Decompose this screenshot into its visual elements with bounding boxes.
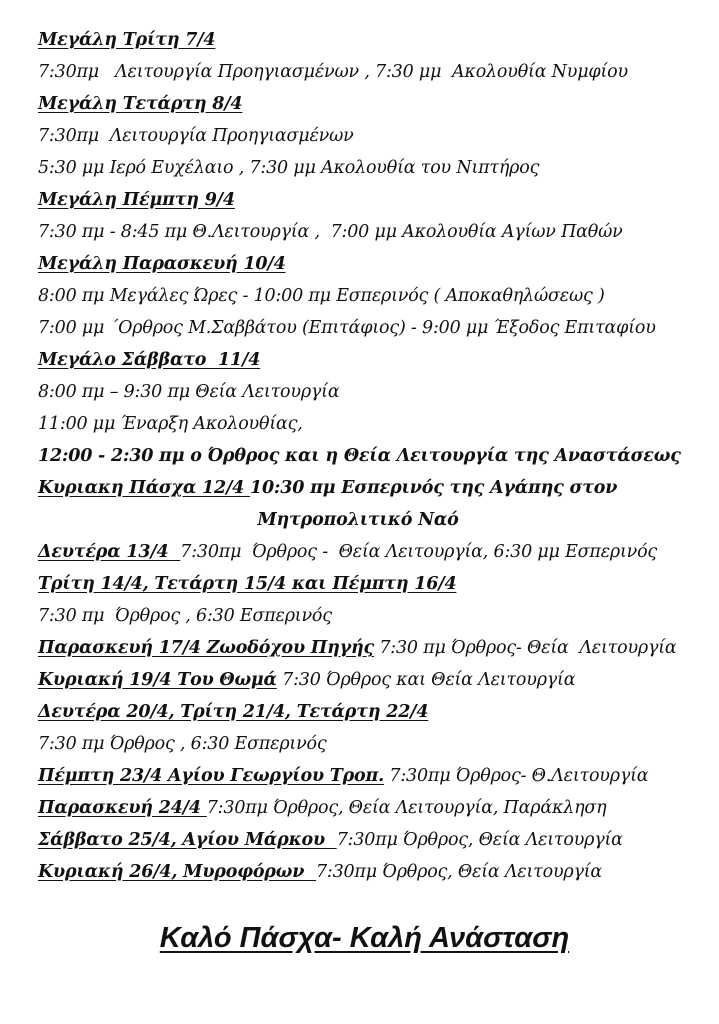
service-text: 7:30πμ Όρθρος, Θεία Λειτουργία, Παράκληση xyxy=(206,798,607,818)
closing-greeting: Καλό Πάσχα- Καλή Ανάσταση xyxy=(159,922,570,954)
service-text: 7:30 πμ Όρθρος- Θεία Λειτουργία xyxy=(374,638,677,658)
day-heading: Σάββατο 25/4, Αγίου Μάρκου xyxy=(38,830,337,850)
day-heading: Μεγάλη Τετάρτη 8/4 xyxy=(38,94,243,114)
schedule-line xyxy=(38,792,708,824)
schedule-line xyxy=(38,248,708,280)
schedule-line xyxy=(38,824,708,856)
service-text: 10:30 πμ Εσπερινός της Αγάπης στον xyxy=(250,478,618,498)
schedule-line xyxy=(38,440,708,472)
schedule-line xyxy=(38,536,708,568)
service-text: 7:30πμ Όρθρος - Θεία Λειτουργία, 6:30 μμ Εσπερινός xyxy=(180,542,658,562)
schedule-line xyxy=(38,184,708,216)
schedule xyxy=(38,24,708,888)
service-text: 7:30πμ Όρθρος, Θεία Λειτουργία xyxy=(336,830,623,850)
schedule-line xyxy=(38,56,708,88)
day-heading: Πέμπτη 23/4 Αγίου Γεωργίου Τροπ. xyxy=(38,766,385,786)
service-text: 7:30 Όρθρος και Θεία Λειτουργία xyxy=(276,670,576,690)
service-text: 7:30 πμ Όρθρος , 6:30 Εσπερινός xyxy=(38,606,332,626)
day-heading: Τρίτη 14/4, Τετάρτη 15/4 και Πέμπτη 16/4 xyxy=(38,574,457,594)
schedule-line xyxy=(38,472,708,504)
service-text: 7:30 πμ - 8:45 πμ Θ.Λειτουργία , 7:00 μμ Ακολουθία Αγίων Παθών xyxy=(38,222,623,242)
service-text: 8:00 πμ – 9:30 πμ Θεία Λειτουργία xyxy=(38,382,340,402)
schedule-line xyxy=(38,600,708,632)
day-heading: Δευτέρα 20/4, Τρίτη 21/4, Τετάρτη 22/4 xyxy=(38,702,429,722)
schedule-line xyxy=(38,728,708,760)
schedule-line xyxy=(38,376,708,408)
service-text: 7:30πμ Λειτουργία Προηγιασμένων xyxy=(38,126,354,146)
service-text: 7:30πμ Λειτουργία Προηγιασμένων , 7:30 μμ Ακολουθία Νυμφίου xyxy=(38,62,628,82)
day-heading: Μεγάλο Σάββατο 11/4 xyxy=(38,350,261,370)
schedule-line xyxy=(38,152,708,184)
day-heading: Κυριακη Πάσχα 12/4 xyxy=(38,478,251,498)
schedule-line xyxy=(38,664,708,696)
schedule-line xyxy=(38,120,708,152)
day-heading: Παρασκευή 17/4 Ζωοδόχου Πηγής xyxy=(38,638,374,658)
service-text: 7:30 πμ Όρθρος , 6:30 Εσπερινός xyxy=(38,734,327,754)
schedule-line xyxy=(38,856,708,888)
day-heading: Μεγάλη Πέμπτη 9/4 xyxy=(38,190,235,210)
service-text: Μητροπολιτικό Ναό xyxy=(257,510,459,530)
schedule-line xyxy=(38,568,708,600)
day-heading: Κυριακή 19/4 Του Θωμά xyxy=(38,670,277,690)
service-text: 5:30 μμ Ιερό Ευχέλαιο , 7:30 μμ Ακολουθία του Νιπτήρος xyxy=(38,158,540,178)
day-heading: Κυριακή 26/4, Μυροφόρων xyxy=(38,862,316,882)
day-heading: Μεγάλη Τρίτη 7/4 xyxy=(38,30,216,50)
schedule-line xyxy=(38,24,708,56)
service-text: 11:00 μμ Έναρξη Ακολουθίας, xyxy=(38,414,303,434)
schedule-line xyxy=(38,88,708,120)
schedule-line xyxy=(38,760,708,792)
service-text: 8:00 πμ Μεγάλες Ώρες - 10:00 πμ Εσπερινός ( Αποκαθηλώσεως ) xyxy=(38,286,605,306)
service-text: 7:00 μμ ΄Ορθρος Μ.Σαββάτου (Επιτάφιος) - 9:00 μμ Έξοδος Επιταφίου xyxy=(38,318,656,338)
service-text: 7:30πμ Όρθρος- Θ.Λειτουργία xyxy=(384,766,649,786)
service-text: 7:30πμ Όρθρος, Θεία Λειτουργία xyxy=(315,862,603,882)
schedule-line xyxy=(38,408,708,440)
day-heading: Δευτέρα 13/4 xyxy=(38,542,181,562)
service-text: 12:00 - 2:30 πμ ο Όρθρος και η Θεία Λειτουργία της Αναστάσεως xyxy=(38,446,681,466)
schedule-line xyxy=(38,696,708,728)
schedule-line xyxy=(38,216,708,248)
schedule-line xyxy=(38,632,708,664)
day-heading: Μεγάλη Παρασκευή 10/4 xyxy=(38,254,286,274)
schedule-line xyxy=(38,344,708,376)
schedule-line xyxy=(38,280,708,312)
schedule-line xyxy=(38,312,708,344)
day-heading: Παρασκευή 24/4 xyxy=(38,798,207,818)
schedule-line xyxy=(38,504,708,536)
